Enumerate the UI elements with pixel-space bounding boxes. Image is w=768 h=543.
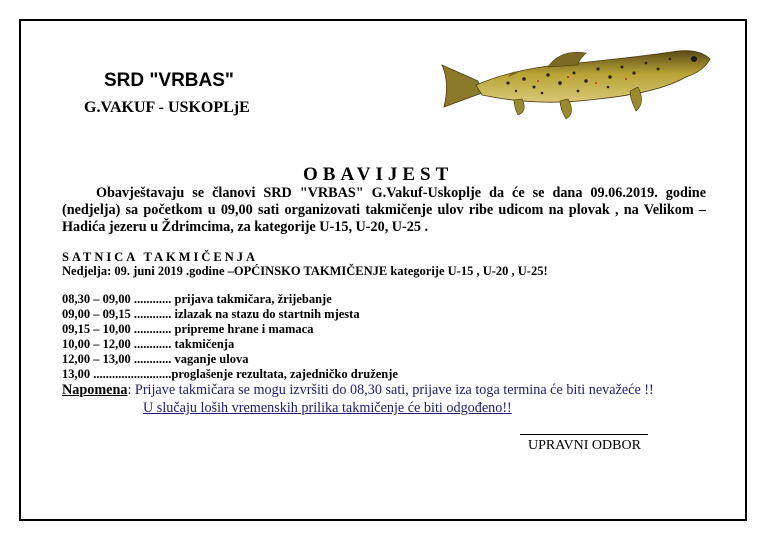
signature-label: UPRAVNI ODBOR bbox=[528, 438, 641, 453]
schedule-list bbox=[62, 292, 398, 382]
org-location: G.VAKUF - USKOPLjE bbox=[84, 99, 250, 116]
org-name: SRD "VRBAS" bbox=[104, 70, 234, 91]
notice-title: OBAVIJEST bbox=[303, 164, 454, 185]
trout-illustration bbox=[438, 37, 722, 125]
schedule-row: 09,00 – 09,15 ............ izlazak na stazu do startnih mjesta bbox=[62, 307, 360, 321]
schedule-row: 13,00 .........................proglašenje rezultata, zajedničko druženje bbox=[62, 367, 398, 381]
schedule-row: 12,00 – 13,00 ............ vaganje ulova bbox=[62, 352, 249, 366]
note-weather: U slučaju loših vremenskih prilika takmičenje će biti odgođeno!! bbox=[143, 400, 512, 416]
schedule-heading: SATNICA TAKMIČENJA bbox=[62, 250, 259, 264]
signature-line bbox=[520, 434, 648, 435]
note-line bbox=[62, 382, 654, 399]
schedule-row: 10,00 – 12,00 ............ takmičenja bbox=[62, 337, 235, 351]
notice-intro: Obavještavaju se članovi SRD "VRBAS" G.Vakuf-Uskoplje da će se dana 09.06.2019. godine (nedjelja) sa početkom u 09,00 sati organizovati takmičenje ulov ribe udicom na plovak , na Velikom – Hadića jezeru u Ždrimcima, za kategorije U-15, U-20, U-25 . bbox=[62, 185, 706, 235]
note-label: Napomena bbox=[62, 382, 128, 398]
schedule-row: 09,15 – 10,00 ............ pripreme hrane i mamaca bbox=[62, 322, 314, 336]
schedule-subline: Nedjelja: 09. juni 2019 .godine –OPĆINSKO TAKMIČENJE kategorije U-15 , U-20 , U-25! bbox=[62, 264, 548, 278]
schedule-row: 08,30 – 09,00 ............ prijava takmičara, žrijebanje bbox=[62, 292, 332, 306]
note-text: : Prijave takmičara se mogu izvršiti do 08,30 sati, prijave iza toga termina će biti nevažeće !! bbox=[127, 382, 654, 398]
